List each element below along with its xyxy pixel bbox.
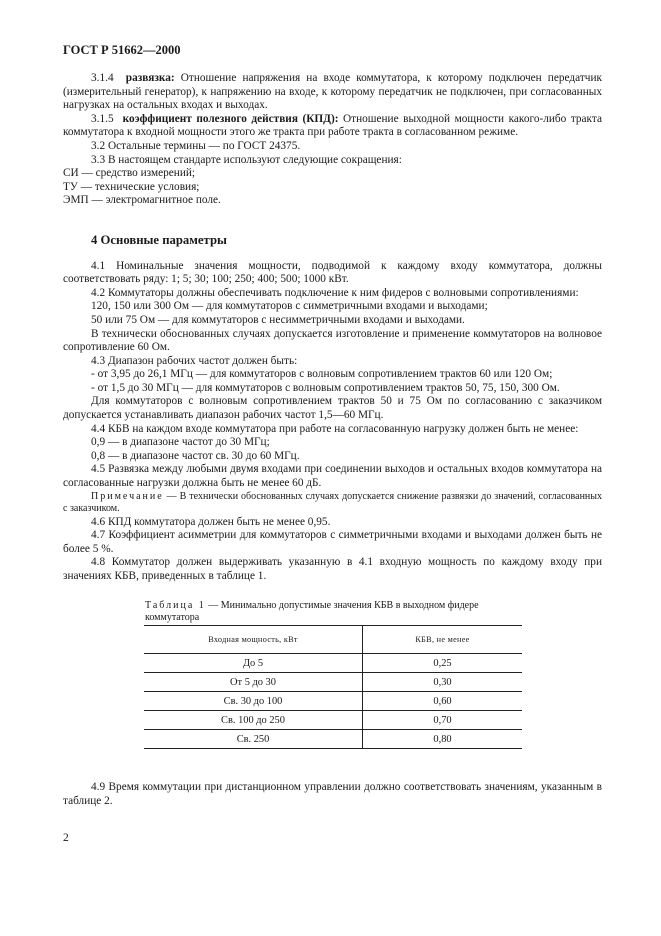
clause-4-4: 4.4 КБВ на каждом входе коммутатора при работе на согласованную нагрузку должен быть не менее: bbox=[91, 422, 579, 435]
clause-4-6: 4.6 КПД коммутатора должен быть не менее 0,95. bbox=[91, 515, 331, 528]
table-caption bbox=[145, 600, 525, 624]
document-header: ГОСТ Р 51662—2000 bbox=[63, 43, 181, 57]
clause-4-1: 4.1 Номинальные значения мощности, подводимой к каждому входу коммутатора, должны соответствовать ряду: 1; 5; 30; 100; 250; 400; 500; 1000 кВт. bbox=[63, 259, 602, 286]
clause-3-1-4 bbox=[63, 72, 602, 113]
clause-number: 3.1.5 bbox=[91, 112, 114, 125]
clause-4-8: 4.8 Коммутатор должен выдерживать указанную в 4.1 входную мощность по каждому входу при значениях КБВ, приведенных в таблице 1. bbox=[63, 556, 602, 582]
list-item: 120, 150 или 300 Ом — для коммутаторов с симметричными входами и выходами; bbox=[91, 300, 488, 313]
document-body bbox=[63, 72, 602, 584]
table-cell: 0,30 bbox=[363, 673, 523, 692]
column-header: КБВ, не менее bbox=[363, 626, 523, 654]
clause-4-2: 4.2 Коммутаторы должны обеспечивать подключение к ним фидеров с волновыми сопротивлениями: bbox=[91, 286, 579, 299]
table-cell: До 5 bbox=[144, 654, 363, 673]
clause-4-5: 4.5 Развязка между любыми двумя входами при соединении выходов и остальных входов коммутатора на согласованные нагрузки должна быть не менее 60 дБ. bbox=[63, 463, 602, 490]
definition: Отношение напряжения на входе коммутатора, к которому подключен передатчик (измерительный генератор), к напряжению на входе, к которому передатчик не подключен, при согласованных нагрузках на остальных входах и выходах. bbox=[63, 72, 603, 112]
definition: Отношение выходной мощности какого-либо тракта коммутатора к входной мощности этого же тракта при работе тракта в согласованном режиме. bbox=[63, 112, 602, 139]
after-table-text bbox=[63, 781, 602, 808]
clause-text: В технически обоснованных случаях допускается изготовление и применение коммутаторов на волновое сопротивление 60 Ом. bbox=[63, 327, 602, 354]
abbreviation: ТУ — технические условия; bbox=[63, 180, 200, 193]
table-cell: Св. 100 до 250 bbox=[144, 711, 363, 730]
table-1 bbox=[144, 625, 522, 749]
clause-4-3: 4.3 Диапазон рабочих частот должен быть: bbox=[91, 354, 298, 367]
table-cell: Св. 30 до 100 bbox=[144, 692, 363, 711]
table-cell: Св. 250 bbox=[144, 730, 363, 749]
list-item: 0,9 — в диапазоне частот до 30 МГц; bbox=[91, 436, 270, 449]
table-cell: 0,70 bbox=[363, 711, 523, 730]
page-number: 2 bbox=[63, 832, 69, 844]
note-text: — В технически обоснованных случаях допускается снижение развязки до значений, согласованных с заказчиком. bbox=[63, 490, 602, 515]
section-title: 4 Основные параметры bbox=[91, 232, 227, 247]
table-label: Таблица 1 bbox=[145, 600, 206, 611]
list-item: 50 или 75 Ом — для коммутаторов с несимметричными входами и выходами. bbox=[91, 313, 465, 326]
table-row bbox=[144, 654, 522, 673]
table-cell: 0,60 bbox=[363, 692, 523, 711]
list-item: - от 1,5 до 30 МГц — для коммутаторов с волновым сопротивлением трактов 50, 75, 150, 300 Ом. bbox=[91, 381, 560, 394]
term: коэффициент полезного действия (КПД): bbox=[122, 112, 339, 125]
column-header: Входная мощность, кВт bbox=[144, 626, 363, 654]
table-row bbox=[144, 730, 522, 749]
table-row bbox=[144, 692, 522, 711]
clause-3-3: 3.3 В настоящем стандарте используют следующие сокращения: bbox=[91, 153, 402, 166]
list-item: 0,8 — в диапазоне частот св. 30 до 60 МГц. bbox=[91, 449, 300, 462]
clause-4-9: 4.9 Время коммутации при дистанционном управлении должно соответствовать значениям, указанным в таблице 2. bbox=[63, 781, 602, 807]
table-cell: 0,80 bbox=[363, 730, 523, 749]
table-cell: 0,25 bbox=[363, 654, 523, 673]
list-item: - от 3,95 до 26,1 МГц — для коммутаторов с волновым сопротивлением трактов 60 или 120 Ом; bbox=[91, 368, 553, 381]
clause-number: 3.1.4 bbox=[91, 72, 114, 84]
clause-4-7: 4.7 Коэффициент асимметрии для коммутаторов с симметричными входами и выходами должен быть не более 5 %. bbox=[63, 529, 602, 555]
table-cell: От 5 до 30 bbox=[144, 673, 363, 692]
note-label: Примечание bbox=[91, 490, 164, 502]
table-header-row bbox=[144, 626, 522, 654]
table-row bbox=[144, 673, 522, 692]
abbreviation: ЭМП — электромагнитное поле. bbox=[63, 194, 221, 207]
abbreviation: СИ — средство измерений; bbox=[63, 167, 196, 180]
table-row bbox=[144, 711, 522, 730]
clause-3-1-5 bbox=[63, 113, 602, 140]
table-caption-text: — Минимально допустимые значения КБВ в выходном фидере коммутатора bbox=[145, 600, 479, 623]
term: развязка: bbox=[125, 72, 175, 84]
clause-3-2: 3.2 Остальные термины — по ГОСТ 24375. bbox=[91, 139, 301, 152]
clause-text: Для коммутаторов с волновым сопротивлением трактов 50 и 75 Ом по согласованию с заказчиком допускается устанавливать диапазон рабочих частот 1,5—60 МГц. bbox=[63, 395, 602, 422]
note bbox=[63, 491, 602, 516]
